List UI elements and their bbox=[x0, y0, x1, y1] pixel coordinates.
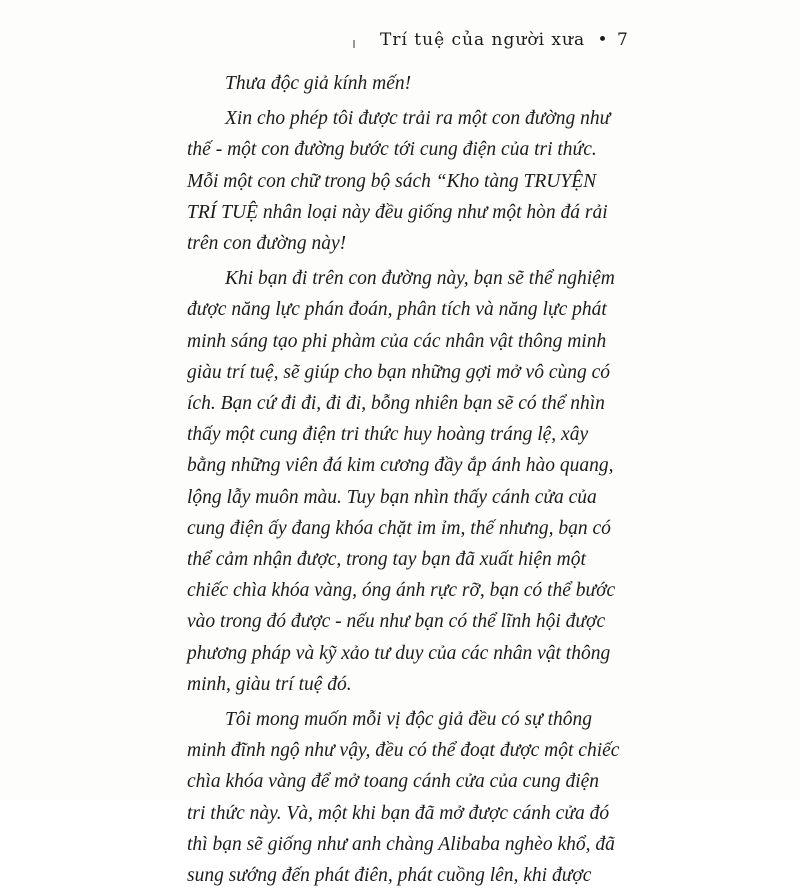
text-line: Xin cho phép tôi được trải ra một con đường như bbox=[225, 108, 611, 130]
text-line: minh đĩnh ngộ như vậy, đều có thể đoạt được một chiếc bbox=[187, 740, 620, 762]
text-line: phương pháp và kỹ xảo tư duy của các nhân vật thông bbox=[187, 642, 611, 664]
text-line: minh, giàu trí tuệ đó. bbox=[187, 673, 352, 695]
text-line: lộng lẫy muôn màu. Tuy bạn nhìn thấy cánh cửa của bbox=[187, 486, 597, 508]
text-line: thì bạn sẽ giống như anh chàng Alibaba nghèo khổ, đã bbox=[187, 833, 615, 855]
page-tick-mark bbox=[353, 40, 355, 48]
body-text bbox=[187, 68, 627, 891]
text-line: Thưa độc giả kính mến! bbox=[225, 73, 412, 94]
text-line: chiếc chìa khóa vàng, óng ánh rực rỡ, bạn có thể bước bbox=[187, 580, 616, 602]
text-line: trên con đường này! bbox=[187, 233, 347, 255]
text-line: minh sáng tạo phi phàm của các nhân vật thông minh bbox=[187, 330, 607, 352]
text-line: ích. Bạn cứ đi đi, đi đi, bỗng nhiên bạn sẽ có thể nhìn bbox=[187, 393, 605, 415]
text-line: cung điện ấy đang khóa chặt im ỉm, thế nhưng, bạn có bbox=[187, 517, 611, 539]
text-line: thế - một con đường bước tới cung điện của tri thức. bbox=[187, 139, 597, 161]
paragraph bbox=[187, 704, 627, 891]
paragraph bbox=[187, 103, 627, 259]
running-header bbox=[380, 30, 630, 50]
text-line: Tôi mong muốn mỗi vị độc giả đều có sự thông bbox=[225, 709, 593, 731]
text-line: TRÍ TUỆ nhân loại này đều giống như một hòn đá rải bbox=[187, 201, 608, 223]
text-line: thể cảm nhận được, trong tay bạn đã xuất hiện một bbox=[187, 549, 586, 571]
text-line: Mỗi một con chữ trong bộ sách “Kho tàng TRUYỆN bbox=[187, 170, 597, 192]
text-line: Khi bạn đi trên con đường này, bạn sẽ thể nghiệm bbox=[225, 268, 615, 290]
page-number: 7 bbox=[616, 30, 629, 50]
text-line: chìa khóa vàng để mở toang cánh cửa của cung điện bbox=[187, 771, 600, 793]
text-line: sung sướng đến phát điên, phát cuồng lên, khi được bbox=[187, 865, 592, 887]
header-title: Trí tuệ của người xưa bbox=[380, 30, 586, 50]
header-separator: • bbox=[597, 30, 609, 50]
text-line: thấy một cung điện tri thức huy hoàng tráng lệ, xây bbox=[187, 424, 589, 446]
text-line: được năng lực phán đoán, phân tích và năng lực phát bbox=[187, 299, 607, 321]
paragraph bbox=[187, 68, 627, 99]
text-line: bằng những viên đá kim cương đầy ắp ánh hào quang, bbox=[187, 455, 614, 477]
text-line: vào trong đó được - nếu như bạn có thể lĩnh hội được bbox=[187, 611, 606, 633]
text-line: tri thức này. Và, một khi bạn đã mở được cánh cửa đó bbox=[187, 802, 610, 824]
text-line: giàu trí tuệ, sẽ giúp cho bạn những gợi mở vô cùng có bbox=[187, 361, 611, 383]
paragraph bbox=[187, 263, 627, 700]
